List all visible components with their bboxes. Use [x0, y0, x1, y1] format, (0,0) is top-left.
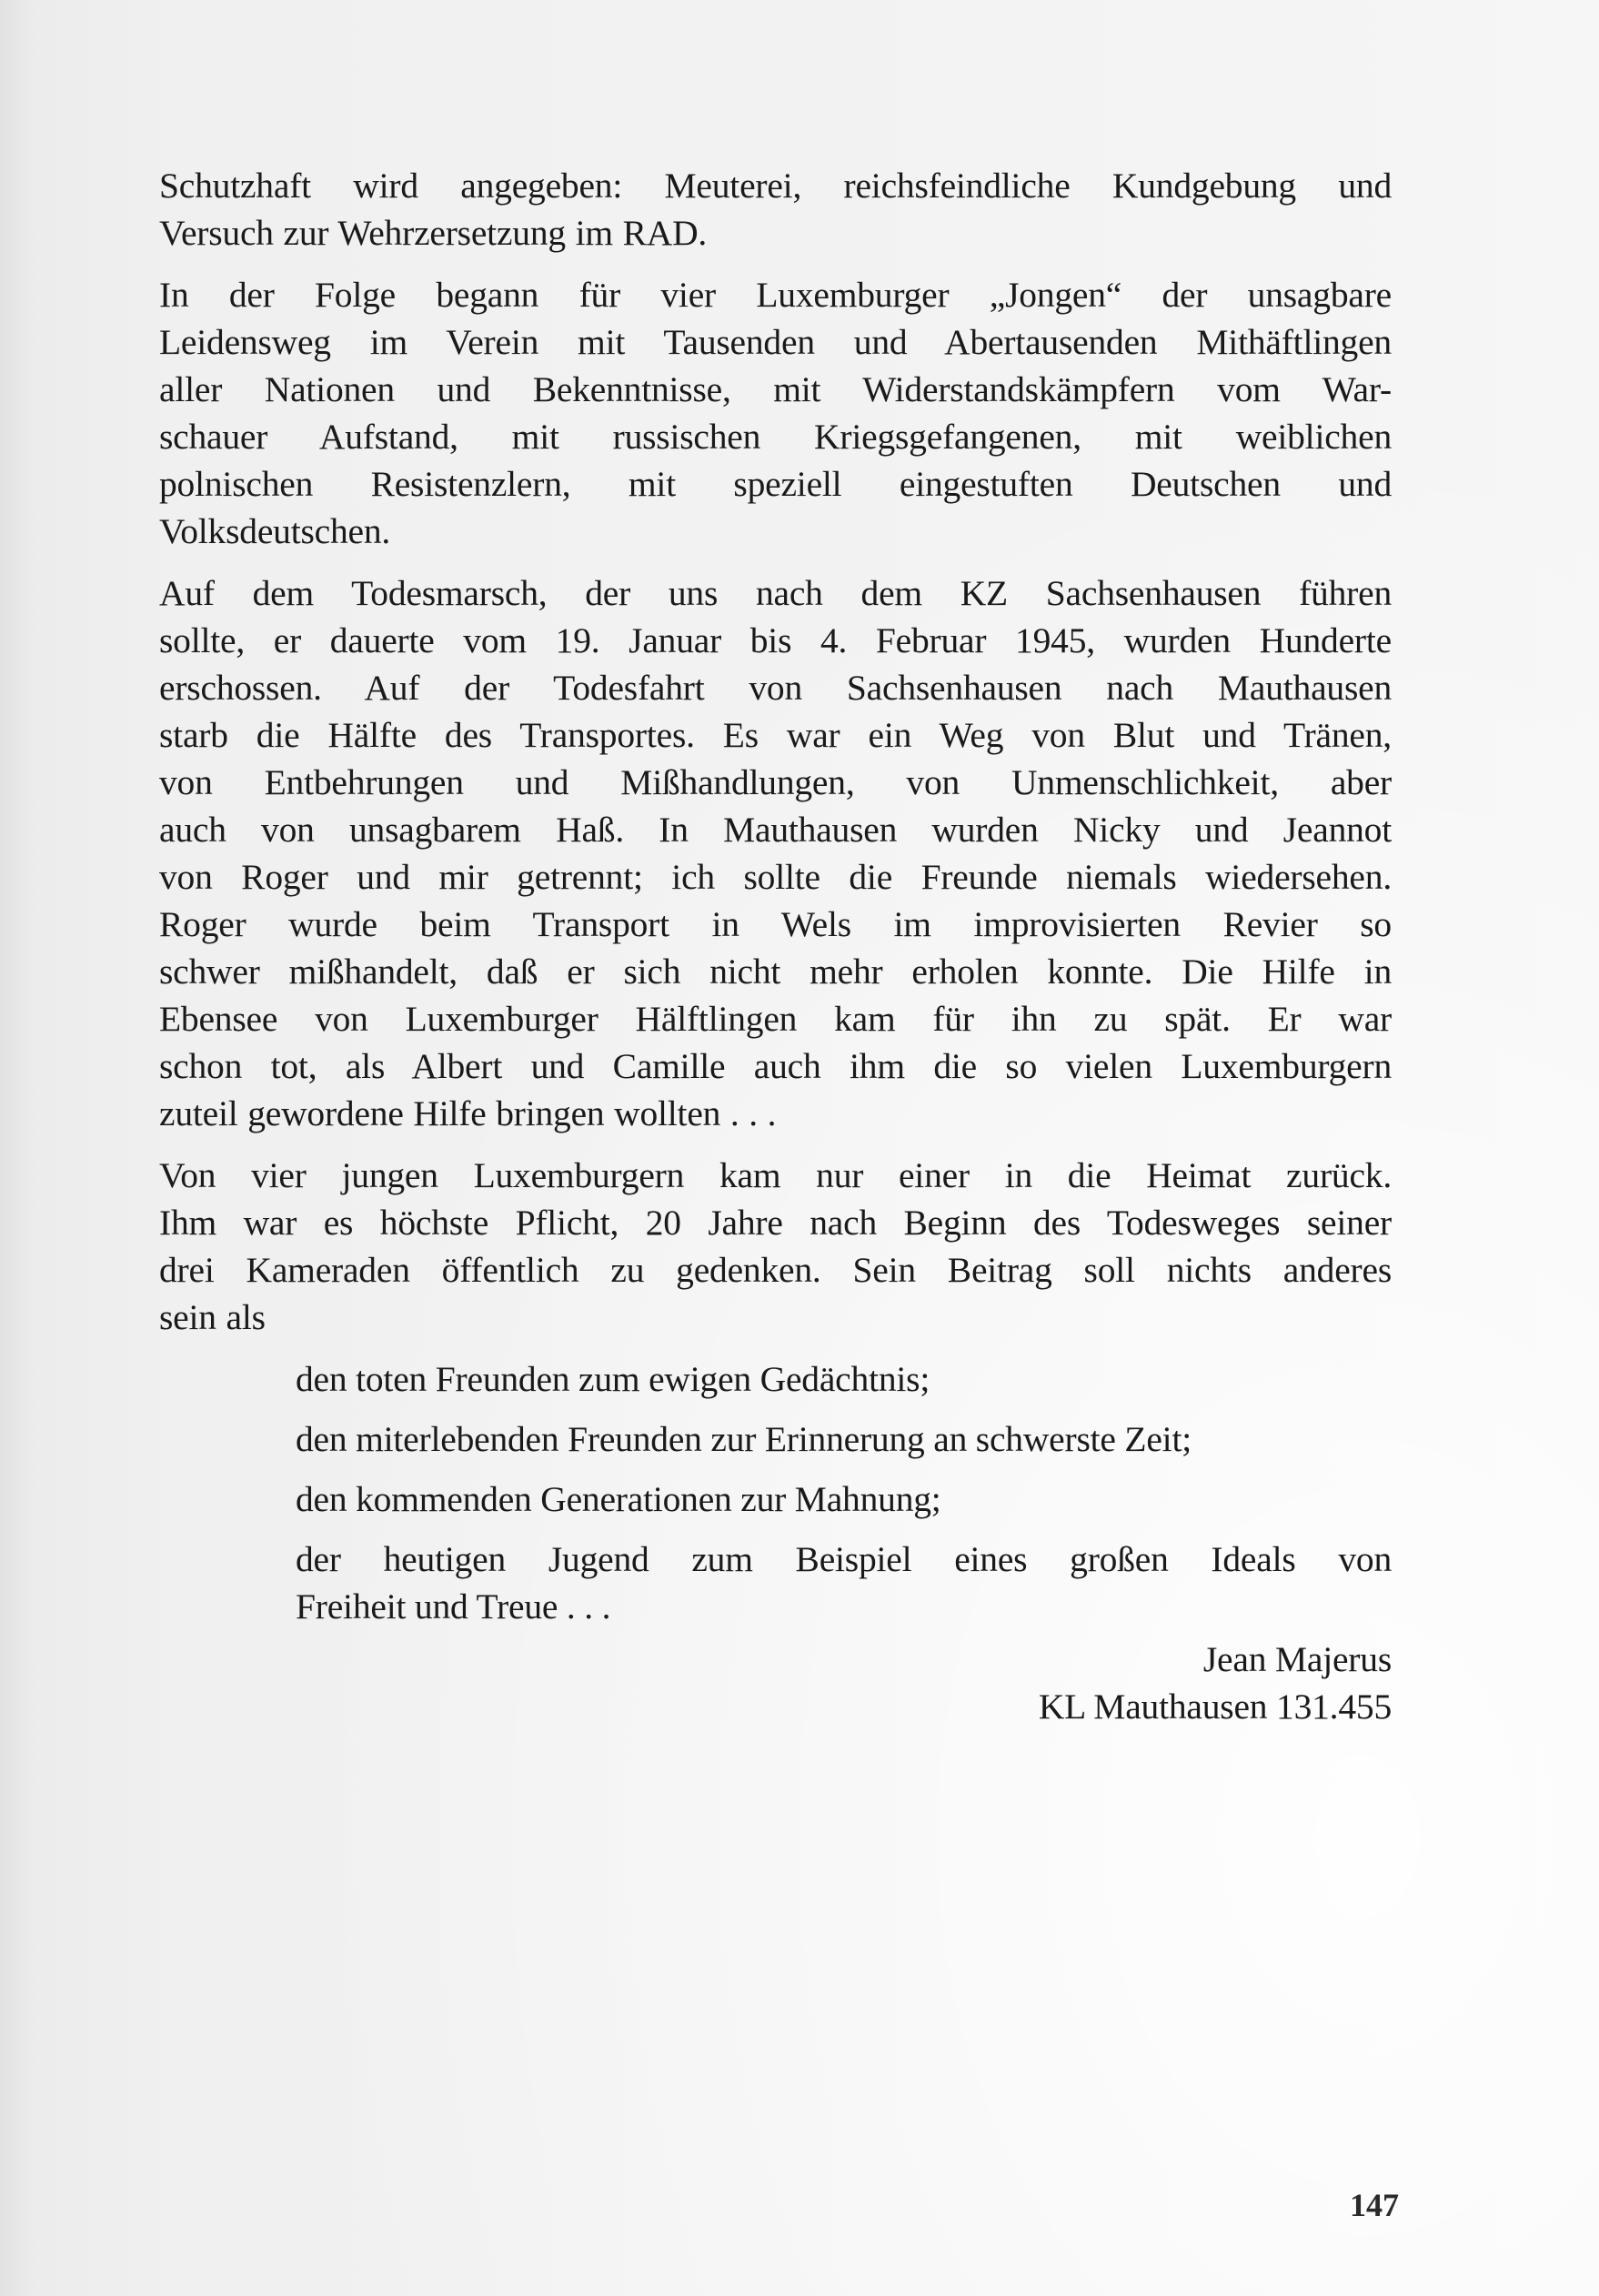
- text-line: Roger wurde beim Transport in Wels im improvisierten Revier so: [159, 904, 1392, 944]
- text-line: aller Nationen und Bekenntnisse, mit Widerstandskämpfern vom War-: [159, 369, 1392, 409]
- dedication-item: [296, 1536, 1392, 1630]
- text-line: schwer mißhandelt, daß er sich nicht mehr erholen konnte. Die Hilfe in: [159, 952, 1392, 992]
- text-line: auch von unsagbarem Haß. In Mauthausen wurden Nicky und Jeannot: [159, 810, 1392, 850]
- text-line: den kommenden Generationen zur Mahnung;: [296, 1479, 941, 1519]
- signature-block: [159, 1636, 1392, 1730]
- text-line: von Roger und mir getrennt; ich sollte die Freunde niemals wiedersehen.: [159, 857, 1392, 897]
- author-prisoner-number: KL Mauthausen 131.455: [1038, 1687, 1392, 1727]
- text-line: schon tot, als Albert und Camille auch ihm die so vielen Luxemburgern: [159, 1046, 1392, 1086]
- text-line: Auf dem Todesmarsch, der uns nach dem KZ Sachsenhausen führen: [159, 573, 1392, 613]
- text-line: den toten Freunden zum ewigen Gedächtnis;: [296, 1359, 930, 1399]
- paragraph-4: [159, 1152, 1392, 1341]
- text-line: sein als: [159, 1297, 266, 1337]
- author-name: Jean Majerus: [1202, 1639, 1392, 1679]
- paragraph-2: [159, 271, 1392, 555]
- text-line: Schutzhaft wird angegeben: Meuterei, reichsfeindliche Kundgebung und: [159, 166, 1392, 206]
- dedication-item: [296, 1355, 1392, 1403]
- dedication-item: [296, 1475, 1392, 1523]
- paragraph-1: [159, 162, 1392, 257]
- text-line: Leidensweg im Verein mit Tausenden und Abertausenden Mithäftlingen: [159, 322, 1392, 362]
- text-line: sollte, er dauerte vom 19. Januar bis 4. Februar 1945, wurden Hunderte: [159, 620, 1392, 660]
- text-line: drei Kameraden öffentlich zu gedenken. Sein Beitrag soll nichts anderes: [159, 1250, 1392, 1290]
- text-line: Von vier jungen Luxemburgern kam nur einer in die Heimat zurück.: [159, 1155, 1392, 1195]
- text-line: polnischen Resistenzlern, mit speziell eingestuften Deutschen und: [159, 464, 1392, 504]
- text-line: Volksdeutschen.: [159, 511, 391, 551]
- text-line: Ebensee von Luxemburger Hälftlingen kam für ihn zu spät. Er war: [159, 999, 1392, 1039]
- dedication-item: [296, 1415, 1392, 1463]
- text-line: In der Folge begann für vier Luxemburger „Jongen“ der unsagbare: [159, 275, 1392, 315]
- text-line: starb die Hälfte des Transportes. Es war ein Weg von Blut und Tränen,: [159, 715, 1392, 755]
- text-line: schauer Aufstand, mit russischen Kriegsgefangenen, mit weiblichen: [159, 417, 1392, 457]
- text-line: der heutigen Jugend zum Beispiel eines großen Ideals von: [296, 1539, 1392, 1579]
- text-line: Freiheit und Treue . . .: [296, 1586, 611, 1626]
- text-line: Ihm war es höchste Pflicht, 20 Jahre nach Beginn des Todesweges seiner: [159, 1203, 1392, 1243]
- page-number: 147: [1350, 2187, 1399, 2223]
- paragraph-3: [159, 569, 1392, 1137]
- text-line: von Entbehrungen und Mißhandlungen, von Unmenschlichkeit, aber: [159, 762, 1392, 802]
- text-line: erschossen. Auf der Todesfahrt von Sachsenhausen nach Mauthausen: [159, 668, 1392, 708]
- dedication-list: [296, 1355, 1392, 1630]
- text-line: den miterlebenden Freunden zur Erinnerung an schwerste Zeit;: [296, 1419, 1192, 1459]
- text-line: Versuch zur Wehrzersetzung im RAD.: [159, 213, 708, 253]
- text-line: zuteil gewordene Hilfe bringen wollten . . .: [159, 1093, 777, 1133]
- document-page: [159, 162, 1392, 1730]
